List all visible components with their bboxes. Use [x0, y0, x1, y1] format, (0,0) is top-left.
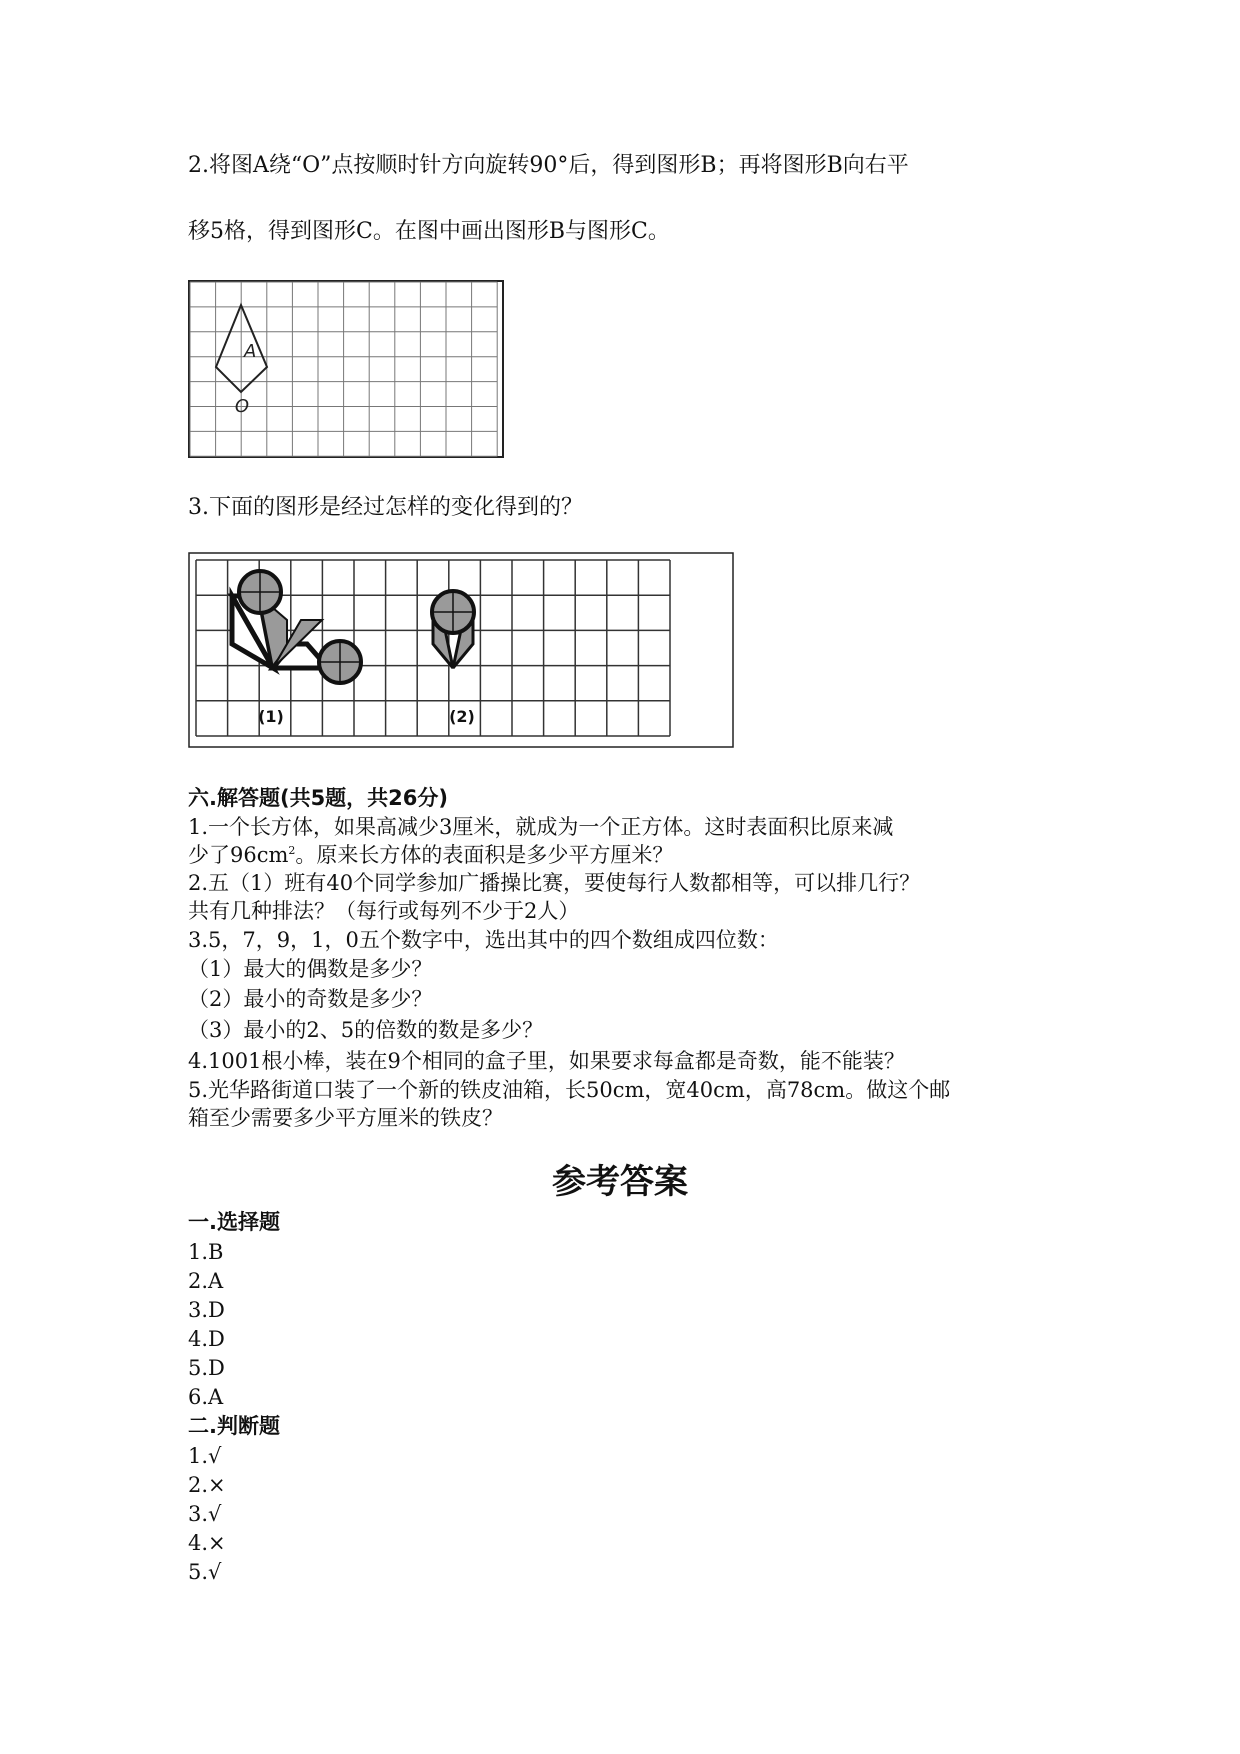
answer-choice-6: 6.A	[188, 1385, 224, 1409]
problem-2-line-1: 2.五（1）班有40个同学参加广播操比赛，要使每行人数都相等，可以排几行？	[188, 871, 921, 895]
problem-3-line-1: 3.5，7，9，1，0五个数字中，选出其中的四个数组成四位数：	[188, 928, 779, 952]
problem-5-line-1: 5.光华路街道口装了一个新的铁皮油箱，长50cm，宽40cm，高78cm。做这个邮	[188, 1078, 951, 1102]
answers-section-2-title: 二.判断题	[188, 1414, 280, 1438]
section-6-title: 六.解答题(共5题，共26分)	[188, 786, 449, 810]
rotation-grid-figure	[188, 280, 504, 458]
problem-3-sub-2: （2）最小的奇数是多少？	[188, 987, 433, 1011]
answer-judge-2: 2.×	[188, 1473, 226, 1497]
answer-choice-3: 3.D	[188, 1298, 225, 1322]
question-2-line-2: 移5格，得到图形C。在图中画出图形B与图形C。	[188, 219, 670, 244]
problem-1-line-2: 少了$96cm^2$。原来长方体的表面积是多少平方厘米？	[188, 843, 674, 867]
problem-3-sub-1: （1）最大的偶数是多少？	[188, 957, 433, 981]
figure-1-label: (1)	[258, 707, 284, 726]
problem-4: 4.1001根小棒，装在9个相同的盒子里，如果要求每盒都是奇数，能不能装？	[188, 1049, 905, 1073]
question-2-line-1: 2.将图A绕“O”点按顺时针方向旋转90°后，得到图形B；再将图形B向右平	[188, 153, 909, 178]
problem-2-line-2: 共有几种排法？（每行或每列不少于2人）	[188, 899, 580, 923]
figure-2-label: (2)	[449, 707, 475, 726]
problem-3-sub-3: （3）最小的2、5的倍数的数是多少？	[188, 1018, 544, 1042]
answer-choice-4: 4.D	[188, 1327, 225, 1351]
answer-judge-3: 3.√	[188, 1502, 222, 1526]
answer-judge-1: 1.√	[188, 1444, 222, 1468]
question-3: 3.下面的图形是经过怎样的变化得到的？	[188, 495, 583, 520]
answer-choice-2: 2.A	[188, 1269, 224, 1293]
transformation-grid-figure	[188, 552, 734, 748]
answer-judge-5: 5.√	[188, 1560, 222, 1584]
answer-choice-5: 5.D	[188, 1356, 225, 1380]
answers-title: 参考答案	[552, 1162, 688, 1202]
problem-5-line-2: 箱至少需要多少平方厘米的铁皮？	[188, 1106, 503, 1130]
answer-choice-1: 1.B	[188, 1240, 224, 1264]
answers-section-1-title: 一.选择题	[188, 1210, 280, 1234]
shape-a-label: A	[244, 341, 257, 362]
problem-1-line-1: 1.一个长方体，如果高减少3厘米，就成为一个正方体。这时表面积比原来减	[188, 815, 894, 839]
point-o-label: O	[234, 396, 250, 417]
answer-judge-4: 4.×	[188, 1531, 226, 1555]
